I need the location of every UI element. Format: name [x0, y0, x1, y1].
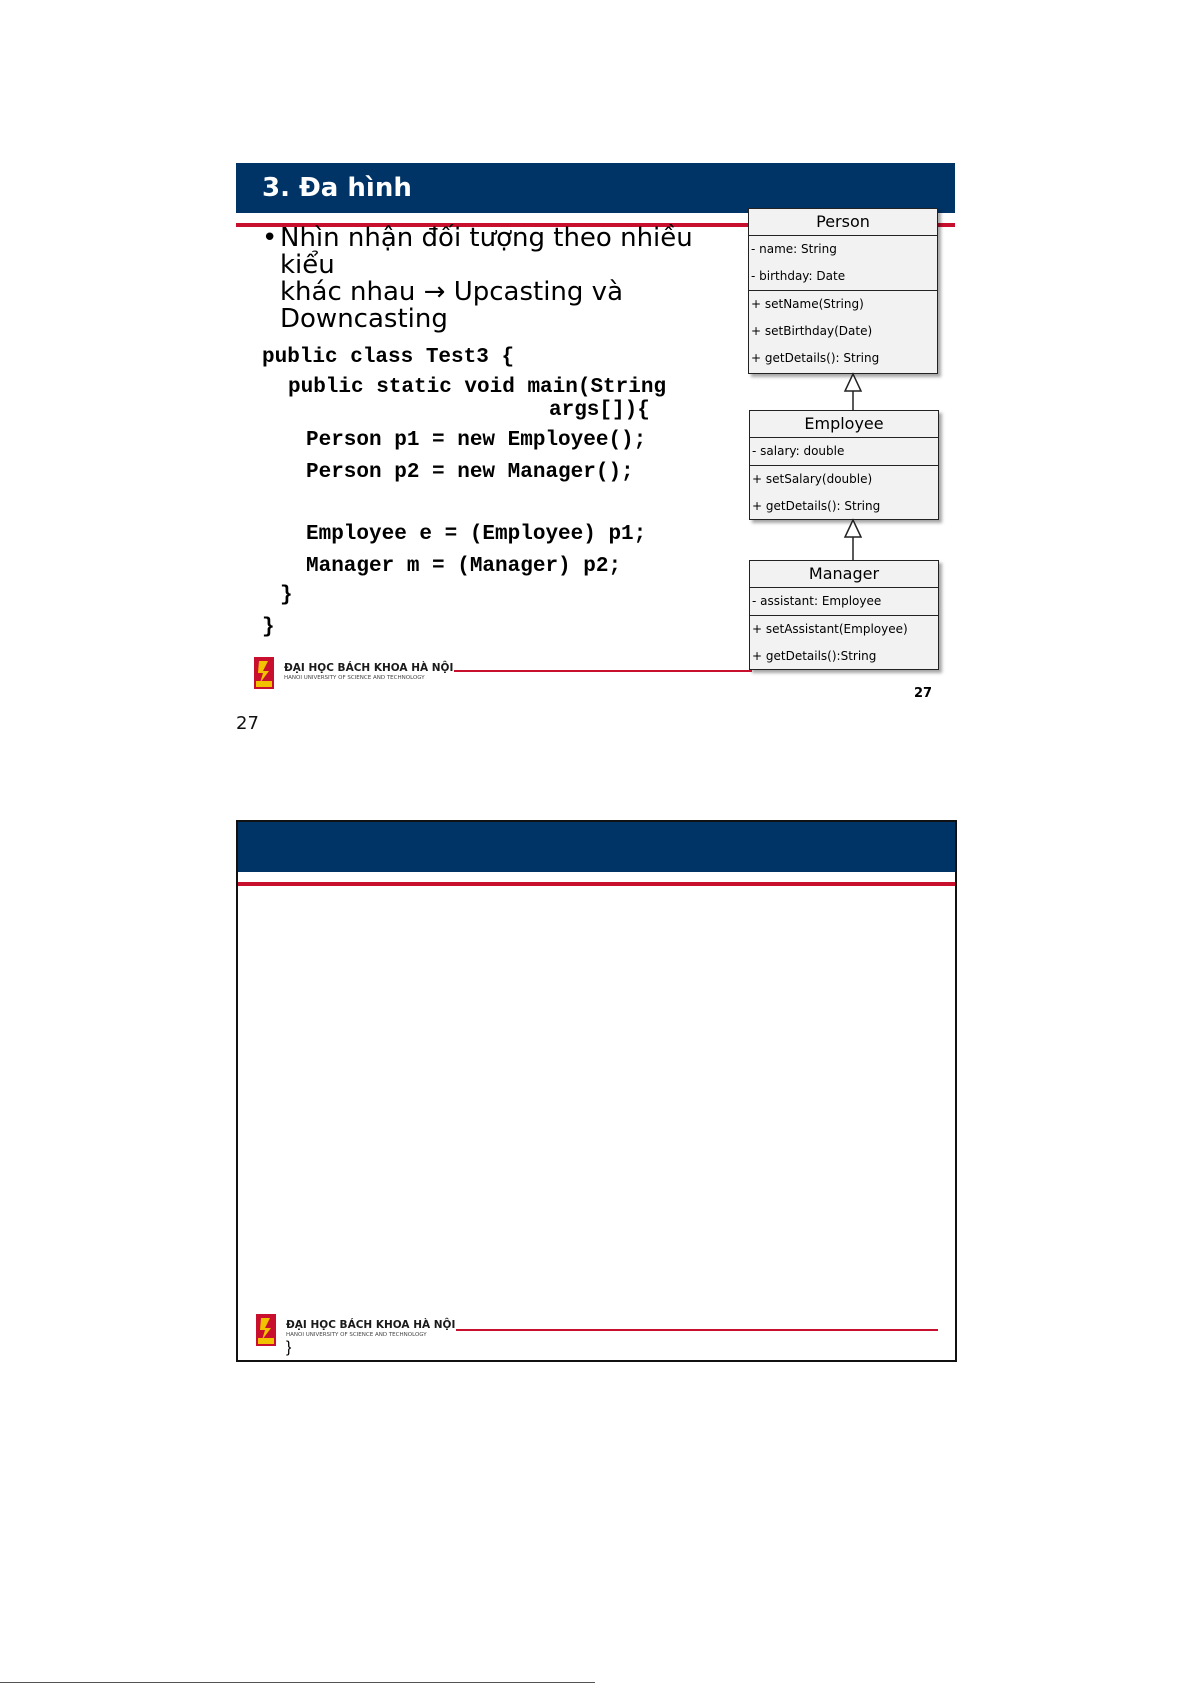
- code-line: args[]){: [549, 399, 650, 422]
- footer-rule: [454, 670, 752, 672]
- uml-class-name: Person: [749, 209, 937, 236]
- title-underline: [238, 882, 955, 886]
- uml-attributes: [749, 236, 937, 291]
- code-line: Manager m = (Manager) p2;: [306, 555, 622, 578]
- uml-methods: [750, 616, 938, 670]
- page-number: 27: [236, 713, 259, 734]
- code-line: }: [262, 616, 275, 639]
- uml-attribute: - name: String: [751, 242, 837, 256]
- bullet-dot: •: [262, 223, 278, 253]
- university-logo: ĐẠI HỌC BÁCH KHOA HÀ NỘI HANOI UNIVERSITY OF SCIENCE AND TECHNOLOGY }: [256, 1314, 455, 1357]
- uml-class-name: Manager: [750, 561, 938, 588]
- code-line: public class Test3 {: [262, 346, 515, 369]
- bullet-line-1: Nhìn nhận đối tượng theo nhiều kiểu: [280, 223, 693, 280]
- inheritance-arrow-employee-person: [845, 374, 861, 410]
- bullet-line-2: khác nhau → Upcasting và: [280, 277, 624, 307]
- uml-attribute: - salary: double: [752, 444, 845, 458]
- uml-method: + setAssistant(Employee): [752, 622, 908, 636]
- uml-method: + setBirthday(Date): [751, 324, 873, 338]
- university-logo-icon: [254, 657, 274, 689]
- uml-method: + getDetails():String: [752, 649, 877, 663]
- university-name: ĐẠI HỌC BÁCH KHOA HÀ NỘI: [286, 1319, 456, 1331]
- uml-class-name: Employee: [750, 411, 938, 438]
- uml-attributes: [750, 438, 938, 466]
- slide-27: [236, 163, 955, 707]
- uml-methods: [749, 291, 937, 372]
- uml-attribute: - assistant: Employee: [752, 594, 882, 608]
- code-line: public static void main(String: [288, 376, 667, 399]
- code-line: }: [280, 584, 293, 607]
- code-line: Person p1 = new Employee();: [306, 429, 647, 452]
- slide-28: [236, 820, 957, 1362]
- code-line: Employee e = (Employee) p1;: [306, 523, 647, 546]
- page-bottom-rule: [0, 1682, 595, 1683]
- uml-class-person: [748, 208, 938, 374]
- uml-method: + setSalary(double): [752, 472, 873, 486]
- university-name: ĐẠI HỌC BÁCH KHOA HÀ NỘI: [284, 662, 454, 674]
- inheritance-arrow-manager-employee: [845, 520, 861, 560]
- uml-attributes: [750, 588, 938, 616]
- university-logo-icon: [256, 1314, 276, 1346]
- bullet-line-3: Downcasting: [280, 304, 448, 334]
- uml-attribute: - birthday: Date: [751, 269, 846, 283]
- university-subtitle: HANOI UNIVERSITY OF SCIENCE AND TECHNOLOGY: [284, 675, 425, 681]
- university-subtitle: HANOI UNIVERSITY OF SCIENCE AND TECHNOLOGY: [286, 1332, 427, 1338]
- footer-rule: [456, 1329, 938, 1331]
- slide-number: 27: [914, 686, 933, 701]
- uml-method: + setName(String): [751, 297, 864, 311]
- slide-title: 3. Đa hình: [262, 173, 412, 203]
- uml-class-employee: [749, 410, 939, 520]
- title-bar: [236, 163, 955, 213]
- uml-method: + getDetails(): String: [752, 499, 881, 513]
- code-line: Person p2 = new Manager();: [306, 461, 634, 484]
- uml-method: + getDetails(): String: [751, 351, 880, 365]
- uml-methods: [750, 466, 938, 520]
- title-bar: [238, 822, 955, 872]
- university-logo: [254, 657, 453, 689]
- uml-class-manager: [749, 560, 939, 670]
- bullet-point: [262, 225, 742, 333]
